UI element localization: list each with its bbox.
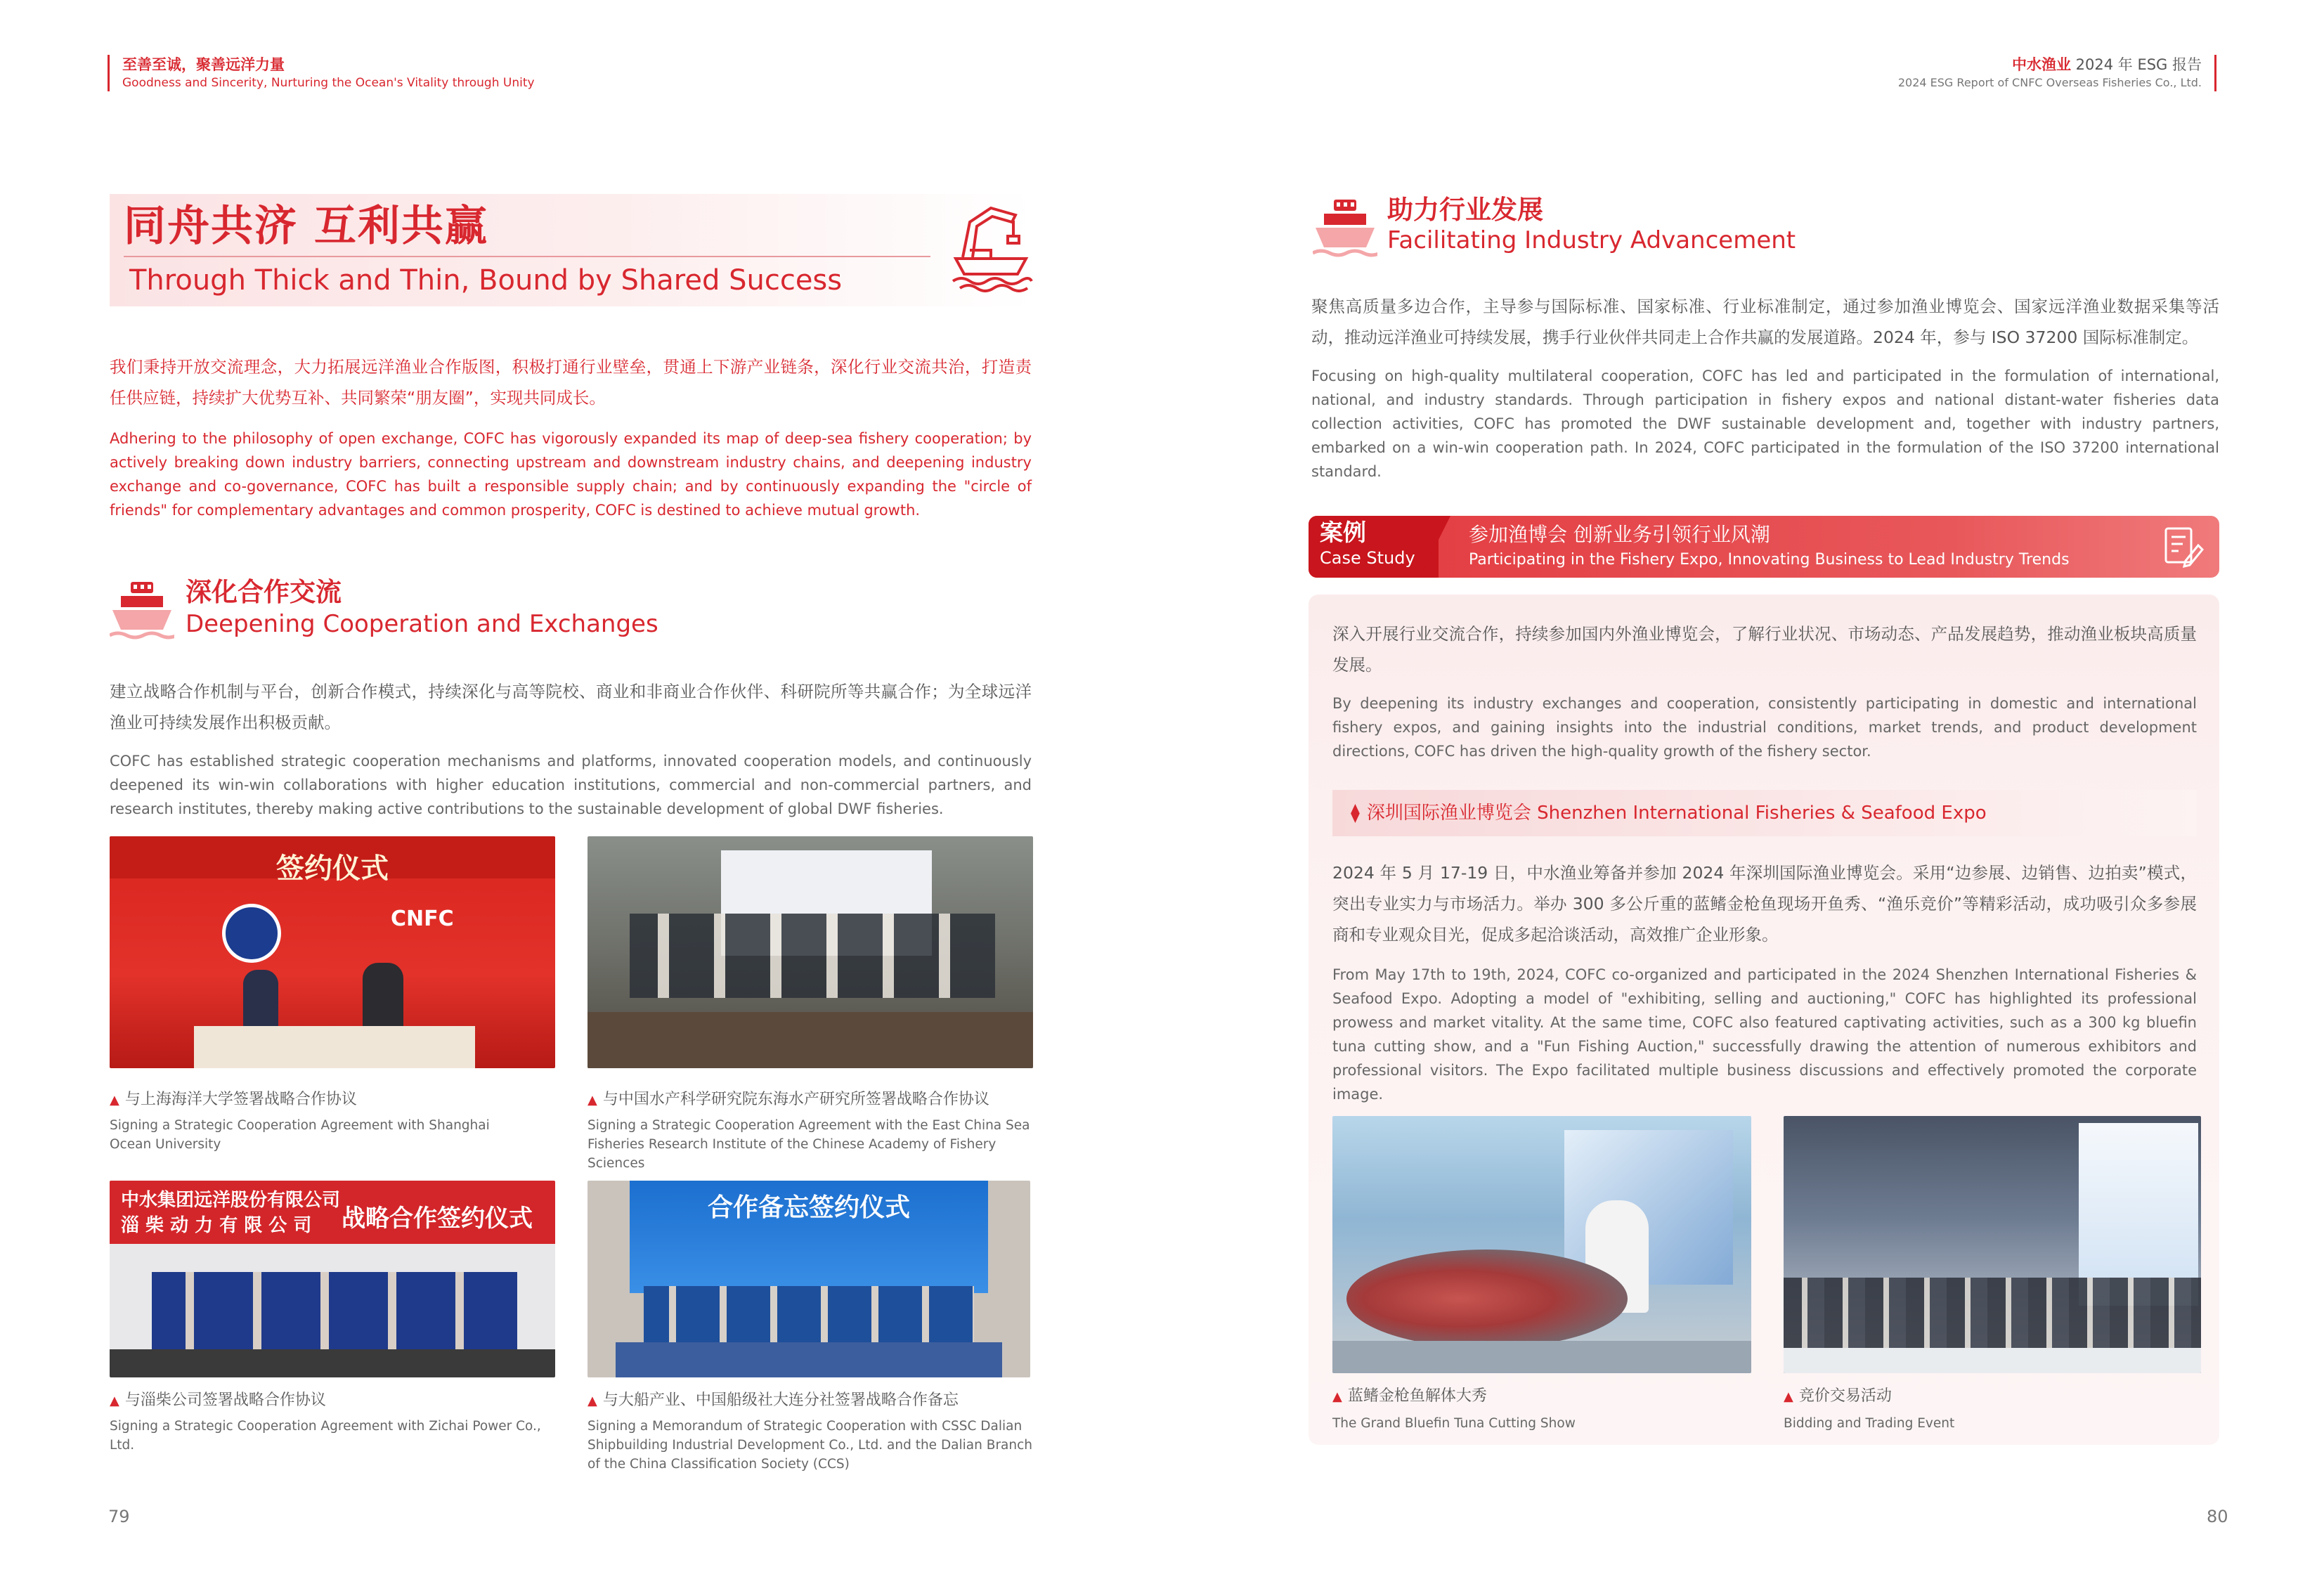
section-title-en-right: Facilitating Industry Advancement [1387, 226, 1796, 254]
caption-cn-4: ▲ 与大船产业、中国船级社大连分社签署战略合作备忘 [588, 1391, 959, 1409]
photo3-banner-l1: 中水集团远洋股份有限公司 [121, 1190, 341, 1211]
photo3-banner-l2: 淄 柴 动 力 有 限 公 司 [121, 1215, 312, 1236]
header-right-cn: 2024 年 ESG 报告 [2070, 56, 2202, 73]
title-divider [124, 256, 930, 257]
body-cn-left: 建立战略合作机制与平台，创新合作模式，持续深化与高等院校、商业和非商业合作伙伴、科研院所等共赢合作；为全球远洋渔业可持续发展作出积极贡献。 [110, 682, 1032, 732]
case-label-cn: 案例 [1320, 519, 1366, 546]
document-edit-icon [2162, 524, 2204, 569]
ship-icon-right [1313, 194, 1377, 259]
section-title-cn-right: 助力行业发展 [1387, 195, 1543, 225]
expo-detail-cn: 2024 年 5 月 17-19 日，中水渔业筹备并参加 2024 年深圳国际渔业博览会。采用“边参展、边销售、边拍卖”模式，突出专业实力与市场活力。举办 300 多公斤重的蓝鳍金枪鱼现场开鱼秀、“渔乐竞价”等精彩活动，成功吸引众多参展商和专业观众目光，促成多起洽谈活动，高效推广企业形象。 [1332, 863, 2197, 945]
expo-subtitle: ⧫ 深圳国际渔业博览会 Shenzhen International Fisheries & Seafood Expo [1351, 803, 1987, 824]
caption-en-4: Signing a Memorandum of Strategic Cooperation with CSSC Dalian Shipbuilding Industrial Development Co., Ltd. and the Dalian Branch of the China Classification Society (CCS) [588, 1419, 1033, 1472]
caption-en-1: Signing a Strategic Cooperation Agreement with Shanghai Ocean University [110, 1118, 490, 1152]
caption-en-tuna: The Grand Bluefin Tuna Cutting Show [1332, 1416, 1576, 1431]
body-en-left: COFC has established strategic cooperation mechanisms and platforms, innovated cooperation models, and continuously deepened its win-win collaborations with higher education institutions, commercial and non-commercial partners, and research institutes, thereby making active contributions to the sustainable development of global DWF fisheries. [110, 753, 1032, 817]
photo-signing-zichai-power [110, 1181, 555, 1377]
header-brand: 中水渔业 [2011, 56, 2071, 73]
case-label-en: Case Study [1320, 548, 1415, 568]
caption-cn-1: ▲ 与上海海洋大学签署战略合作协议 [110, 1091, 357, 1108]
page-title-en: Through Thick and Thin, Bound by Shared Success [129, 264, 843, 297]
page-number-right: 80 [2207, 1507, 2228, 1526]
section-title-cn-left: 深化合作交流 [186, 577, 342, 607]
photo1-banner: 签约仪式 [276, 852, 389, 885]
caption-en-3: Signing a Strategic Cooperation Agreement with Zichai Power Co., Ltd. [110, 1419, 541, 1453]
section-title-en-left: Deepening Cooperation and Exchanges [186, 610, 658, 638]
case-title-cn: 参加渔博会 创新业务引领行业风潮 [1469, 523, 1770, 546]
photo-bidding-event [1784, 1116, 2201, 1373]
header-left [108, 55, 535, 91]
photo3-banner-r: 战略合作签约仪式 [342, 1205, 533, 1233]
photo4-banner: 合作备忘签约仪式 [707, 1193, 910, 1222]
page-number-left: 79 [108, 1507, 130, 1526]
case-title-en: Participating in the Fishery Expo, Innovating Business to Lead Industry Trends [1469, 551, 2070, 569]
caption-cn-2: ▲ 与中国水产科学研究院东海水产研究所签署战略合作协议 [588, 1091, 989, 1108]
diamond-icon: ⧫ [1351, 803, 1360, 824]
crane-ship-icon [949, 201, 1033, 292]
caption-cn-tuna: ▲ 蓝鳍金枪鱼解体大秀 [1332, 1387, 1487, 1405]
intro-cn: 我们秉持开放交流理念，大力拓展远洋渔业合作版图，积极打通行业壁垒，贯通上下游产业链条，深化行业交流共治，打造责任供应链，持续扩大优势互补、共同繁荣“朋友圈”，实现共同成长。 [110, 357, 1032, 408]
header-left-en: Goodness and Sincerity, Nurturing the Ocean's Vitality through Unity [122, 76, 535, 90]
caption-en-2: Signing a Strategic Cooperation Agreement with the East China Sea Fisheries Research Institute of the Chinese Academy of Fishery Sciences [588, 1118, 1030, 1171]
header-right [1898, 55, 2216, 91]
page-title-cn: 同舟共济 互利共赢 [124, 202, 488, 251]
photo-signing-shanghai-ocean-univ [110, 836, 555, 1068]
body-cn-right: 聚焦高质量多边合作，主导参与国际标准、国家标准、行业标准制定，通过参加渔业博览会、国家远洋渔业数据采集等活动，推动远洋渔业可持续发展，携手行业伙伴共同走上合作共赢的发展道路。2024 年，参与 ISO 37200 国际标准制定。 [1311, 297, 2219, 347]
case-label-wedge [1420, 516, 1450, 578]
cnfc-logo: CNFC [391, 907, 454, 931]
photo-signing-cssc-dalian [588, 1181, 1030, 1377]
ship-icon-left [110, 576, 174, 641]
case-intro-cn: 深入开展行业交流合作，持续参加国内外渔业博览会，了解行业状况、市场动态、产品发展趋势，推动渔业板块高质量发展。 [1332, 624, 2197, 675]
expo-detail-en: From May 17th to 19th, 2024, COFC co-organized and participated in the 2024 Shenzhen International Fisheries & Seafood Expo. Adopting a model of "exhibiting, selling and auctioning," COFC has highlighted its professional prowess and market vitality. At the same time, COFC also featured captivating activities, such as a 300 kg bluefin tuna cutting show, and a "Fun Fishing Auction," successfully drawing the attention of numerous exhibitors and professional visitors. The Expo facilitated multiple business discussions and effectively promoted the corporate image. [1332, 966, 2197, 1103]
intro-en: Adhering to the philosophy of open exchange, COFC has vigorously expanded its map of deep-sea fishery cooperation; by actively breaking down industry barriers, connecting upstream and downstream industry chains, and deepening industry exchange and co-governance, COFC has built a responsible supply chain; and by continuously expanding the "circle of friends" for complementary advantages and common prosperity, COFC is destined to achieve mutual growth. [110, 430, 1032, 519]
university-logo [222, 904, 281, 963]
body-en-right: Focusing on high-quality multilateral cooperation, COFC has led and participated in the formulation of international, national, and industry standards. Through participation in fishery expos and national distant-water fisheries data collection activities, COFC has promoted the DWF sustainable development and, together with industry partners, embarked on a win-win cooperation path. In 2024, COFC participated in the formulation of the ISO 37200 international standard. [1311, 368, 2219, 480]
caption-en-bidding: Bidding and Trading Event [1784, 1416, 1955, 1431]
header-right-en: 2024 ESG Report of CNFC Overseas Fisheries Co., Ltd. [1897, 76, 2202, 89]
case-intro-en: By deepening its industry exchanges and cooperation, consistently participating in domestic and international fishery expos, and gaining insights into the industrial conditions, market trends, and product development directions, COFC has driven the high-quality growth of the fishery sector. [1332, 695, 2197, 760]
photo-signing-east-china-sea-institute [588, 836, 1033, 1068]
caption-cn-bidding: ▲ 竞价交易活动 [1784, 1387, 1892, 1405]
caption-cn-3: ▲ 与淄柴公司签署战略合作协议 [110, 1391, 326, 1409]
header-left-cn: 至善至诚，聚善远洋力量 [122, 56, 285, 73]
photo-tuna-cutting-show [1332, 1116, 1751, 1373]
